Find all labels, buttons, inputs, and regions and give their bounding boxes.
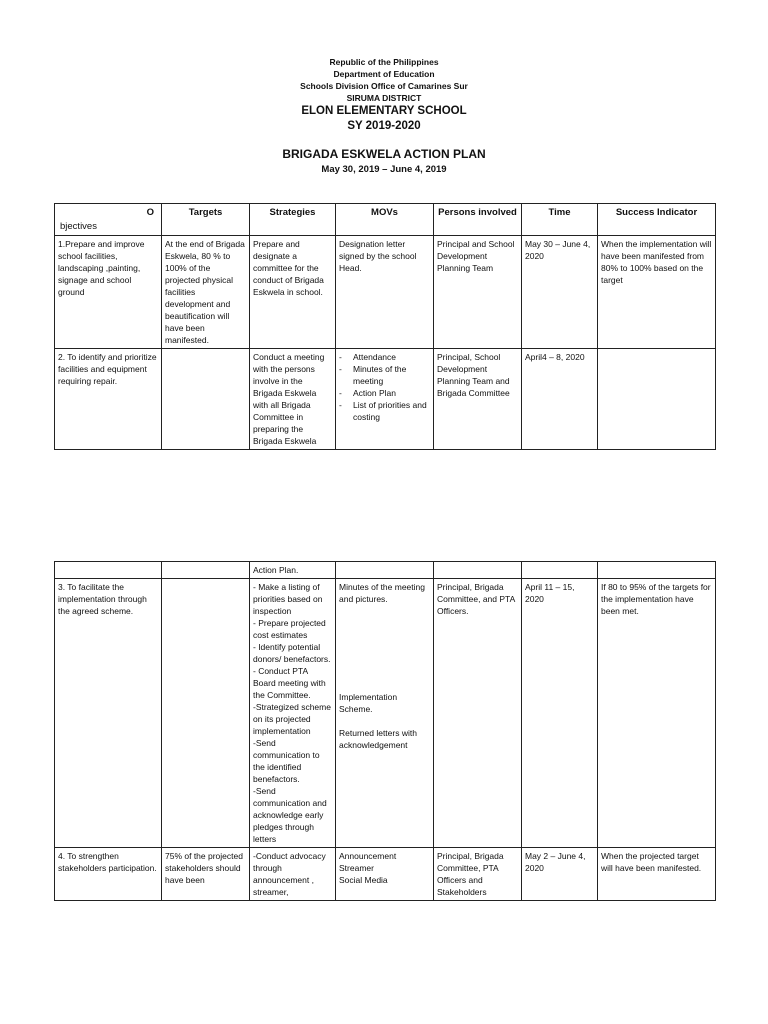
row3-time: April 11 – 15, 2020	[522, 579, 598, 848]
list-item: - Attendance	[339, 351, 430, 363]
row3-movs-scheme: Implementation Scheme.	[339, 692, 398, 714]
row1-time: May 30 – June 4, 2020	[522, 236, 598, 349]
table-row	[55, 349, 716, 450]
row2-objective: 2. To identify and prioritize facilities and equipment requiring repair.	[55, 349, 162, 450]
list-item: - List of priorities and costing	[339, 399, 430, 423]
list-item: - Action Plan	[339, 387, 430, 399]
row3-movs	[336, 579, 434, 848]
header-district: SIRUMA DISTRICT	[346, 93, 422, 103]
table-row	[55, 579, 716, 848]
row3-success: If 80 to 95% of the targets for the implementation have been met.	[598, 579, 716, 848]
col-objectives	[55, 204, 162, 236]
school-name: ELON ELEMENTARY SCHOOL	[301, 105, 467, 117]
table-row	[55, 236, 716, 349]
list-item: - Prepare projected cost estimates	[253, 618, 326, 640]
col-strategies: Strategies	[250, 204, 336, 236]
list-item: Streamer	[339, 863, 374, 873]
row1-target: At the end of Brigada Eskwela, 80 % to 100% of the projected physical facilities development and beautification will have been manifested.	[162, 236, 250, 349]
row3-objective: 3. To facilitate the implementation through the agreed scheme.	[55, 579, 162, 848]
row4-time: May 2 – June 4, 2020	[522, 848, 598, 901]
row2cont-persons	[434, 562, 522, 579]
col-targets: Targets	[162, 204, 250, 236]
row2cont-success	[598, 562, 716, 579]
list-item: Social Media	[339, 875, 388, 885]
header-department: Department of Education	[333, 69, 435, 79]
row3-target	[162, 579, 250, 848]
row4-objective: 4. To strengthen stakeholders participation.	[55, 848, 162, 901]
row4-target: 75% of the projected stakeholders should have been	[162, 848, 250, 901]
list-item: -Strategized scheme on its projected implementation	[253, 702, 331, 736]
list-item: Announcement	[339, 851, 397, 861]
row1-objective: 1.Prepare and improve school facilities, landscaping ,painting, signage and school ground	[55, 236, 162, 349]
table-row	[55, 562, 716, 579]
table-row	[55, 848, 716, 901]
list-item: - Identify potential donors/ benefactors.	[253, 642, 331, 664]
row2-persons: Principal, School Development Planning Team and Brigada Committee	[434, 349, 522, 450]
header-republic: Republic of the Philippines	[329, 57, 439, 67]
row2cont-time	[522, 562, 598, 579]
row1-movs: Designation letter signed by the school Head.	[336, 236, 434, 349]
list-item: - Make a listing of priorities based on inspection	[253, 582, 323, 616]
row3-persons: Principal, Brigada Committee, and PTA Officers.	[434, 579, 522, 848]
list-item: -Send communication to the identified benefactors.	[253, 738, 320, 784]
row2-strategy: Conduct a meeting with the persons involve in the Brigada Eskwela with all Brigada Committee in preparing the Brigada Eskwela	[250, 349, 336, 450]
row2cont-movs	[336, 562, 434, 579]
row3-movs-minutes: Minutes of the meeting and pictures.	[339, 582, 425, 604]
row2-success	[598, 349, 716, 450]
list-item: -Send communication and acknowledge early pledges through letters	[253, 786, 327, 844]
row1-strategy: Prepare and designate a committee for the conduct of Brigada Eskwela in school.	[250, 236, 336, 349]
row4-success: When the projected target will have been manifested.	[598, 848, 716, 901]
list-item: - Conduct PTA Board meeting with the Committee.	[253, 666, 326, 700]
row1-success: When the implementation will have been manifested from 80% to 100% based on the target	[598, 236, 716, 349]
col-objectives-label-b: bjectives	[60, 221, 97, 232]
action-plan-table-page2	[54, 561, 716, 901]
col-objectives-label-a: O	[146, 207, 154, 218]
plan-dates: May 30, 2019 – June 4, 2019	[321, 164, 447, 175]
row3-strategy	[250, 579, 336, 848]
header-division: Schools Division Office of Camarines Sur	[300, 81, 468, 91]
action-plan-table-page1	[54, 203, 716, 450]
row4-strategy: -Conduct advocacy through announcement , streamer,	[250, 848, 336, 901]
col-time: Time	[522, 204, 598, 236]
row2-time: April4 – 8, 2020	[522, 349, 598, 450]
col-persons: Persons involved	[434, 204, 522, 236]
col-success: Success Indicator	[598, 204, 716, 236]
col-movs: MOVs	[336, 204, 434, 236]
plan-title: BRIGADA ESKWELA ACTION PLAN	[282, 147, 486, 161]
row2-target	[162, 349, 250, 450]
row3-movs-letters: Returned letters with acknowledgement	[339, 728, 417, 750]
list-item: - Minutes of the meeting	[339, 363, 430, 387]
row1-persons: Principal and School Development Planning Team	[434, 236, 522, 349]
row2cont-strategy: Action Plan.	[250, 562, 336, 579]
table-header-row	[55, 204, 716, 236]
school-year: SY 2019-2020	[347, 120, 421, 132]
row4-persons: Principal, Brigada Committee, PTA Officers and Stakeholders	[434, 848, 522, 901]
row2-movs	[336, 349, 434, 450]
document-header	[0, 56, 768, 177]
row2cont-objective	[55, 562, 162, 579]
row2cont-target	[162, 562, 250, 579]
row4-movs	[336, 848, 434, 901]
